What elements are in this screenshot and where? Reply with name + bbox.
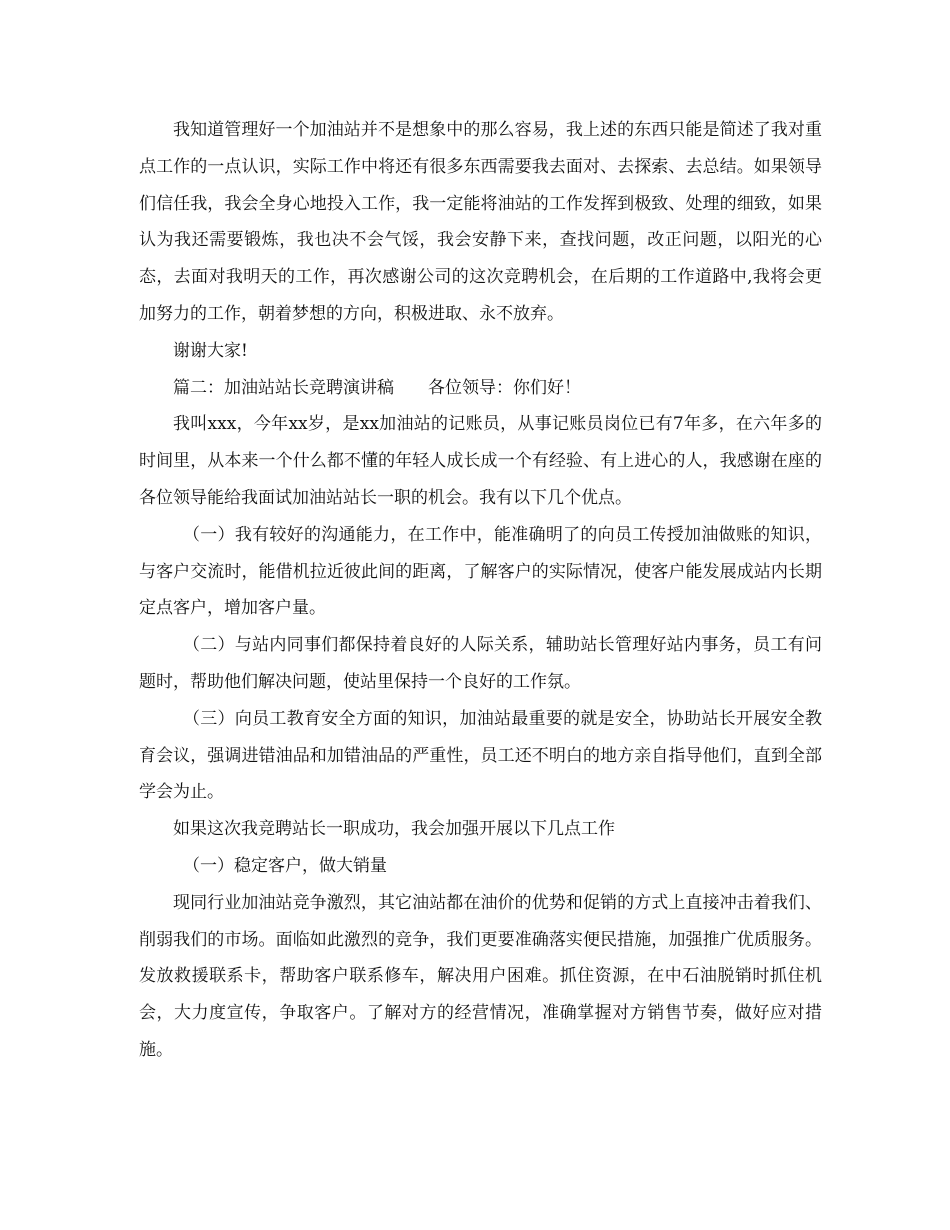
paragraph-strength-three: （三）向员工教育安全方面的知识，加油站最重要的就是安全，协助站长开展安全教育会议，强调进错油品和加错油品的严重性，员工还不明白的地方亲自指导他们，直到全部学会为止。 <box>139 708 822 803</box>
paragraph-work-plan-intro: 如果这次我竞聘站长一职成功，我会加强开展以下几点工作 <box>173 819 615 840</box>
paragraph-thanks: 谢谢大家! <box>173 340 248 361</box>
paragraph-strength-two: （二）与站内同事们都保持着良好的人际关系，辅助站长管理好站内事务，员工有问题时，帮助他们解决问题，使站里保持一个良好的工作氛。 <box>139 635 822 692</box>
paragraph-competition: 现同行业加油站竞争激烈，其它油站都在油价的优势和促销的方式上直接冲击着我们、削弱我们的市场。面临如此激烈的竞争，我们更要准确落实便民措施，加强推广优质服务。发放救援联系卡，帮助客户联系修车，解决用户困难。抓住资源，在中石油脱销时抓住机会，大力度宣传，争取客户。了解对方的经营情况，准确掌握对方销售节奏，做好应对措施。 <box>139 892 822 1060</box>
paragraph-section-two-heading: 篇二：加油站站长竞聘演讲稿 各位领导：你们好！ <box>173 377 581 398</box>
paragraph-closing-remarks: 我知道管理好一个加油站并不是想象中的那么容易，我上述的东西只能是简述了我对重点工作的一点认识，实际工作中将还有很多东西需要我去面对、去探索、去总结。如果领导们信任我，我会全身心地投入工作，我一定能将油站的工作发挥到极致、处理的细致，如果认为我还需要锻炼，我也决不会气馁，我会安静下来，查找问题，改正问题，以阳光的心态，去面对我明天的工作，再次感谢公司的这次竞聘机会，在后期的工作道路中,我将会更加努力的工作，朝着梦想的方向，积极进取、永不放弃。 <box>139 120 822 324</box>
paragraph-strength-one: （一）我有较好的沟通能力，在工作中，能准确明了的向员工传授加油做账的知识，与客户交流时，能借机拉近彼此间的距离，了解客户的实际情况，使客户能发展成站内长期定点客户，增加客户量。 <box>139 524 822 619</box>
document-page <box>139 112 822 1069</box>
paragraph-plan-item-one: （一）稳定客户，做大销量 <box>183 855 387 876</box>
paragraph-self-introduction: 我叫xxx，今年xx岁，是xx加油站的记账员，从事记账员岗位已有7年多，在六年多的时间里，从本来一个什么都不懂的年轻人成长成一个有经验、有上进心的人，我感谢在座的各位领导能给我面试加油站站长一职的机会。我有以下几个优点。 <box>139 414 822 508</box>
